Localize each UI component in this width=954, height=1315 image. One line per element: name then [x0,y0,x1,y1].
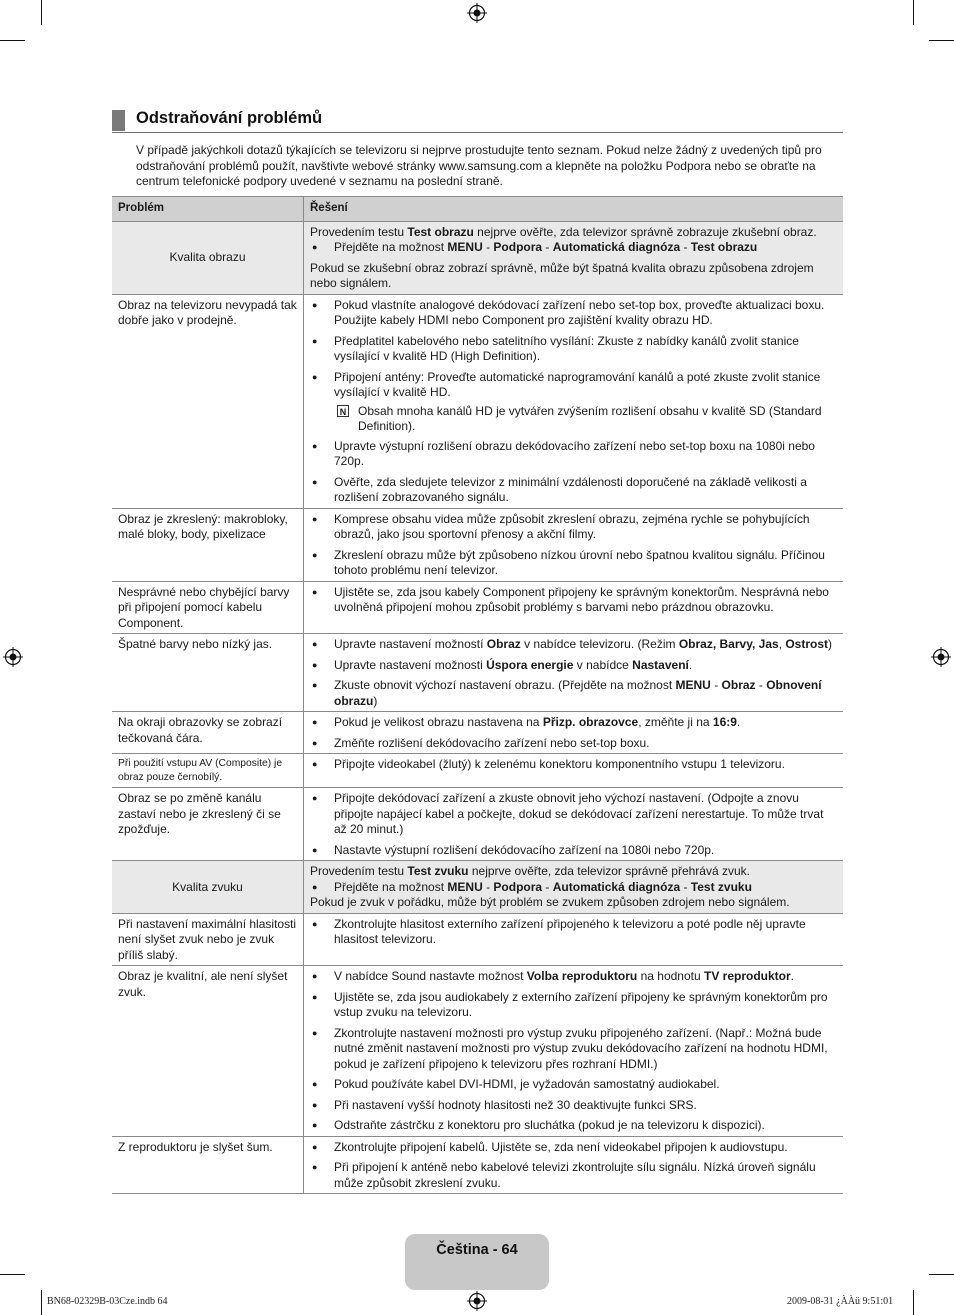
text-run: Změňte rozlišení dekódovacího zařízení nebo set-top boxu. [334,735,650,750]
list-item [310,678,837,709]
list-item [310,715,837,731]
bold-term: Test obrazu [407,224,474,239]
solution-list [310,757,837,773]
registration-mark-icon [3,647,23,667]
text-run: Provedením testu [310,224,408,239]
list-item [310,1140,837,1156]
problem-cell: Nesprávné nebo chybějící barvy při připojení pomocí kabelu Component. [112,581,304,634]
problem-cell: Obraz na televizoru nevypadá tak dobře jako v prodejně. [112,294,304,508]
solution-list [310,585,837,616]
problem-cell: Špatné barvy nebo nízký jas. [112,634,304,712]
solution-cell [304,966,844,1137]
text-run: Ujistěte se, zda jsou kabely Component připojeny ke správným konektorům. Nesprávná nebo uvolněná připojení mohou způsobit problémy s barvami nebo prázdnou obrazovku. [334,584,829,614]
solution-cell [304,754,844,788]
text-run: Provedením testu [310,864,408,878]
table-row [112,634,843,712]
bold-term: Automatická diagnóza [552,240,681,254]
crop-mark [0,40,25,41]
text-run: Přejděte na možnost [334,879,448,894]
list-item [310,334,837,365]
solution-list [310,969,837,1134]
text-run: Upravte nastavení možnosti [334,657,487,672]
note-text: Obsah mnoha kanálů HD je vytvářen zvýšením rozlišení obsahu v kvalitě SD (Standard Definition). [358,403,822,433]
table-row [112,508,843,581]
problem-cell: Obraz je kvalitní, ale není slyšet zvuk. [112,966,304,1137]
bold-term: Obraz [486,637,521,651]
solution-cell [304,861,844,914]
section-heading [112,108,843,133]
list-item [310,969,837,985]
note-icon: N [337,405,349,417]
solution-paragraph [310,225,837,241]
list-item [310,439,837,470]
bold-term: Podpora [493,240,543,254]
bold-term: Nastavení [632,657,689,672]
text-run: Při nastavení vyšší hodnoty hlasitosti než 30 deaktivujte funkci SRS. [334,1097,697,1112]
list-item [310,736,837,752]
text-run: nejprve ověřte, zda televizor správně zobrazuje zkušební obraz. [473,224,817,239]
troubleshooting-table [112,196,843,1194]
registration-mark-icon [467,3,487,23]
solution-list [310,880,837,896]
problem-cell: Při nastavení maximální hlasitosti není slyšet zvuk nebo je zvuk příliš slabý. [112,913,304,966]
bold-term: Obnovení obrazu [334,678,822,708]
text-run: Komprese obsahu videa může způsobit zkreslení obrazu, zejména rychle se pohybujících obrazů, jako jsou sportovní přenosy a akční filmy. [334,511,810,541]
text-run: Připojte videokabel (žlutý) k zelenému konektoru komponentního vstupu 1 televizoru. [334,757,785,771]
crop-mark [41,0,42,25]
bold-term: 16:9 [712,715,737,729]
text-run: - [542,879,553,894]
text-run: Ujistěte se, zda jsou audiokabely z externího zařízení připojeny ke správným konektorům pro vstup zvuku na televizoru. [334,989,828,1019]
bold-term: Ostrost [785,637,829,651]
print-timestamp: 2009-08-31 ¿ÀÀü 9:51:01 [787,1296,894,1307]
text-run: Ověřte, zda sledujete televizor z minimální vzdálenosti doporučené na základě velikosti a rozlišení zobrazovaného signálu. [334,474,807,504]
table-row [112,913,843,966]
text-run: na hodnotu [637,969,704,983]
text-run: Zkreslení obrazu může být způsobeno nízkou úrovní nebo špatnou kvalitou signálu. Příčinou tohoto problému není televizor. [334,547,825,577]
solution-paragraph [310,261,837,292]
text-run: , [778,637,786,651]
list-item [310,1026,837,1073]
problem-cell: Obraz se po změně kanálu zastaví nebo je zkreslený či se zpožďuje. [112,788,304,861]
solution-cell [304,508,844,581]
table-row [112,966,843,1137]
list-item [310,791,837,838]
solution-list [310,715,837,751]
header-solution: Řešení [304,197,844,222]
text-run: Při připojení k anténě nebo kabelové televizi zkontrolujte sílu signálu. Nízká úroveň signálu může způsobit zkreslení zvuku. [334,1160,816,1190]
list-item [310,880,837,896]
text-run: ) [373,693,378,708]
bold-term: Obraz [721,678,756,692]
crop-mark [0,1274,25,1275]
bold-term: Úspora energie [486,657,574,672]
text-run: Předplatitel kabelového nebo satelitního vysílání: Zkuste z nabídky kanálů zvolit stanice vysílající v kvalitě HD (High Definition). [334,333,799,363]
text-run: Zkuste obnovit výchozí nastavení obrazu. (Přejděte na možnost [334,678,676,692]
problem-cell: Při použití vstupu AV (Composite) je obraz pouze černobílý. [112,754,304,788]
solution-cell [304,581,844,634]
solution-cell [304,294,844,508]
text-run: . [790,969,794,983]
page-number-tab [405,1234,549,1290]
bold-term: Volba reproduktoru [526,969,638,983]
list-item [310,917,837,948]
solution-list [310,791,837,858]
text-run: - [710,678,722,692]
list-item [310,1160,837,1191]
text-run: - [542,240,553,254]
text-run: Zkontrolujte připojení kabelů. Ujistěte se, zda není videokabel připojen k audiovstupu. [334,1139,788,1154]
table-header-row [112,197,843,222]
registration-mark-icon [467,1291,487,1311]
text-run: Připojte dekódovací zařízení a zkuste obnovit jeho výchozí nastavení. (Odpojte a znovu připojte napájecí kabel a počkejte, dokud se dekódovací zařízení nerestartuje. To může trvat až 20 minut.) [334,791,824,836]
bold-term: Podpora [493,879,543,894]
text-run: v nabídce televizoru. (Režim [520,637,679,651]
text-run: Upravte výstupní rozlišení obrazu dekódovacího zařízení nebo set-top boxu na 1080i nebo 720p. [334,438,815,468]
text-run: Odstraňte zástrčku z konektoru pro sluchátka (pokud je na televizoru k dispozici). [334,1118,765,1132]
table-row [112,1136,843,1194]
solution-list [310,637,837,709]
list-item [310,512,837,543]
table-row [112,294,843,508]
text-run: Zkontrolujte hlasitost externího zařízení připojeného k televizoru a poté podle něj upravte hlasitost televizoru. [334,916,806,946]
problem-cell: Obraz je zkreslený: makrobloky, malé bloky, body, pixelizace [112,508,304,581]
table-body [112,221,843,1194]
solution-cell [304,634,844,712]
intro-paragraph: V případě jakýchkoli dotazů týkajících se televizoru si nejprve prostudujte tento seznam. Pokud nelze žádný z uvedených tipů pro odstraňování problémů použít, navštivte webové stránky www.samsung.com a klepněte na položku Podpora nebo se obraťte na centrum telefonické podpory uvedené v seznamu na poslední straně. [136,143,822,188]
note [310,404,837,435]
crop-mark [929,40,954,41]
text-run: Pokud je zvuk v pořádku, může být problém se zvukem způsoben zdrojem nebo signálem. [310,895,790,909]
text-run: Pokud vlastníte analogové dekódovací zařízení nebo set-top box, proveďte aktualizaci boxu. Použijte kabely HDMI nebo Component pro zajištění kvality obrazu HD. [334,297,825,327]
text-run: Připojení antény: Proveďte automatické naprogramování kanálů a poté zkuste zvolit stanice vysílající v kvalitě HD. [334,369,821,399]
list-item [310,658,837,674]
solution-paragraph [310,895,837,911]
table-row [112,754,843,788]
list-item [310,1118,837,1134]
header-problem: Problém [112,197,304,222]
crop-mark [913,0,914,25]
registration-mark-icon [931,647,951,667]
text-run: Pokud používáte kabel DVI-HDMI, je vyžadován samostatný audiokabel. [334,1077,720,1091]
print-file-info: BN68-02329B-03Cze.indb 64 [47,1296,168,1307]
solution-cell [304,221,844,294]
text-run: - [482,240,494,254]
list-item [310,637,837,653]
list-item [310,240,837,256]
bold-term: MENU [447,879,483,894]
problem-cell: Kvalita zvuku [112,861,304,914]
list-item [310,1098,837,1114]
table-row [112,581,843,634]
bold-term: Test zvuku [407,864,469,878]
solution-list [310,298,837,401]
page-title: Odstraňování problémů [136,109,323,127]
text-run: V nabídce Sound nastavte možnost [334,969,527,983]
text-run: Přejděte na možnost [334,240,448,254]
text-run: v nabídce [573,657,633,672]
text-run: , změňte ji na [638,715,713,729]
text-run: - [680,240,691,254]
bold-term: TV reproduktor [703,969,791,983]
list-item [310,1077,837,1093]
solution-list [310,439,837,506]
list-item [310,585,837,616]
problem-cell: Kvalita obrazu [112,221,304,294]
bold-term: Přizp. obrazovce [542,715,639,729]
solution-paragraph [310,864,837,880]
solution-cell [304,913,844,966]
text-run: . [736,715,741,729]
solution-cell [304,788,844,861]
bold-term: Test zvuku [690,879,752,894]
text-run: - [482,879,494,894]
problem-cell: Z reproduktoru je slyšet šum. [112,1136,304,1194]
bold-term: MENU [675,678,711,692]
list-item [310,475,837,506]
bold-term: Automatická diagnóza [552,879,681,894]
page-number: Čeština - 64 [436,1242,518,1258]
bold-term: MENU [447,240,483,254]
text-run: Upravte nastavení možností [334,637,487,651]
bold-term: Obraz, Barvy, Jas [678,637,779,651]
list-item [310,757,837,773]
text-run: . [688,657,693,672]
table-row [112,788,843,861]
table-row [112,712,843,754]
text-run: Nastavte výstupní rozlišení dekódovacího zařízení na 1080i nebo 720p. [334,842,715,857]
text-run: - [755,678,767,692]
text-run: Pokud se zkušební obraz zobrazí správně, může být špatná kvalita obrazu způsobena zdrojem nebo signálem. [310,260,814,290]
solution-list [310,1140,837,1192]
solution-list [310,512,837,579]
solution-cell [304,712,844,754]
problem-cell: Na okraji obrazovky se zobrazí tečkovaná čára. [112,712,304,754]
solution-cell [304,1136,844,1194]
list-item [310,370,837,401]
bold-term: Test obrazu [690,240,758,254]
crop-mark [913,1290,914,1315]
text-run: - [680,879,691,894]
list-item [310,548,837,579]
heading-bar [112,110,125,131]
text-run: Pokud je velikost obrazu nastavena na [334,715,543,729]
text-run: nejprve ověřte, zda televizor správně přehrává zvuk. [468,864,750,878]
list-item [310,990,837,1021]
list-item [310,298,837,329]
text-run: ) [828,637,833,651]
solution-list [310,240,837,256]
crop-mark [41,1290,42,1315]
text-run: Zkontrolujte nastavení možnosti pro výstup zvuku připojeného zařízení. (Např.: Možná bude nutné změnit nastavení možnosti pro výstup zvuku dekódovacího zařízení na hodnotu HDMI, pokud je zařízení připojeno k televizoru přes rozhraní HDMI.) [334,1025,828,1071]
table-row [112,861,843,914]
solution-list [310,917,837,948]
table-row [112,221,843,294]
crop-mark [929,1274,954,1275]
list-item [310,843,837,859]
